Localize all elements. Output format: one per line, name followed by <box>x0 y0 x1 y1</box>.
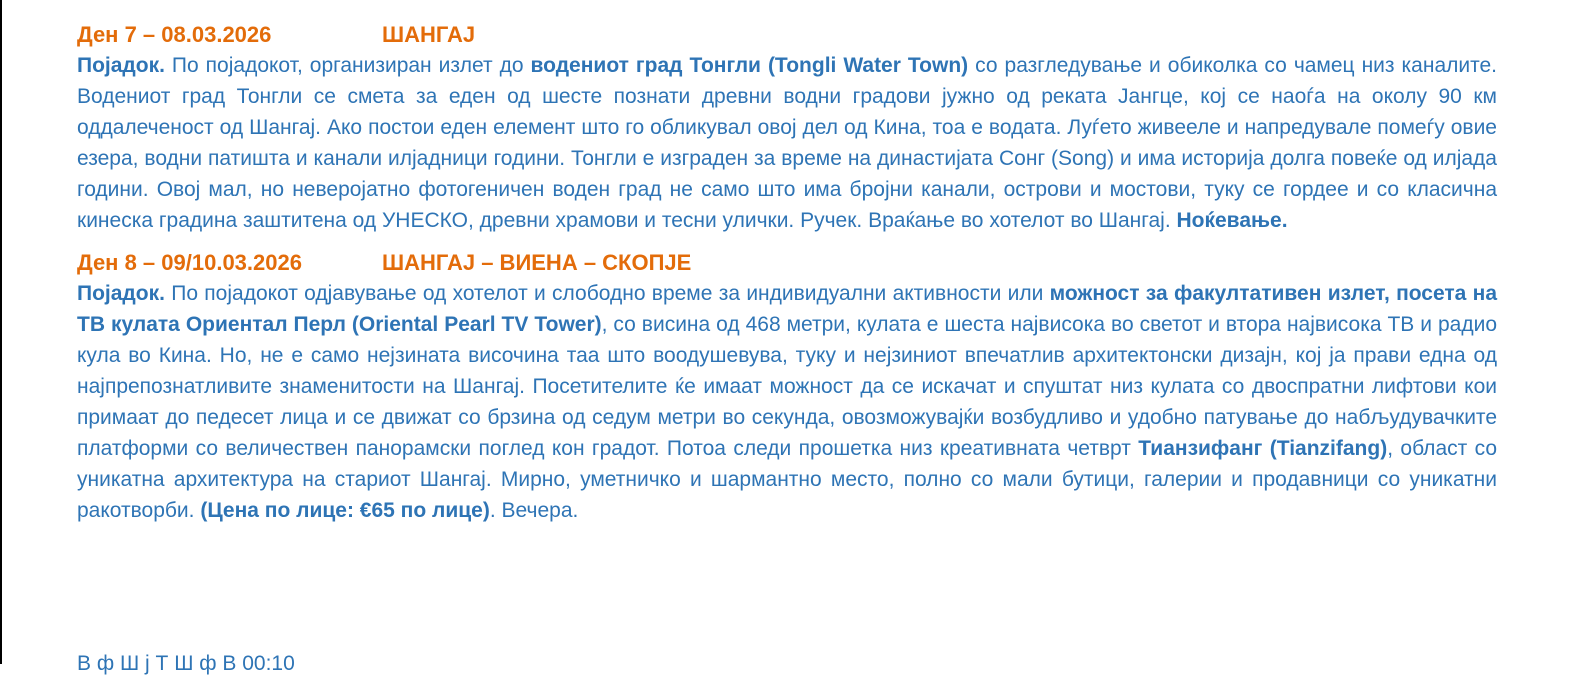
day-8-block <box>77 248 1497 526</box>
day-8-date: Ден 8 – 09/10.03.2026 <box>77 250 302 275</box>
tianzifang-highlight: Тианзифанг (Tianzifang) <box>1138 437 1388 460</box>
optional-excursion-highlight: можност за факултативен излет, посета на ТВ кулата Ориентал Перл (Oriental Pearl TV Tower) <box>77 282 1497 336</box>
day-7-header <box>77 20 1497 50</box>
day-8-text-4: . Вечера. <box>489 499 579 522</box>
day-8-text-2: , со висина од 468 метри, кулата е шеста највисока во светот и втора највисока ТВ и радио кула во Кина. Но, не е само нејзината височина таа што воодушевува, туку и нејзиниот впечатлив архитектонски дизајн, кој ја прави една од најпрепознатливите знаменитости на Шангај. Посетителите ќе имаат можност да се искачат и спуштат низ кулата со двоспратни лифтови кои примаат до педесет лица и се движат со брзина од седум метри во секунда, овозможувајќи возбудливо и удобно патување до набљудувачките платформи со величествен панорамски поглед кон градот. Потоа следи прошетка низ креативната четврт <box>77 313 1497 460</box>
breakfast-label: Појадок. <box>77 282 165 305</box>
day-7-text-2: со разгледување и обиколка со чамец низ каналите. Водениот град Тонгли се смета за еден од шесте познати древни водни градови јужно од реката Јангце, кој се наоѓа на околу 90 км оддалеченост од Шангај. Ако постои еден елемент што го обликувал овој дел од Кина, тоа е водата. Луѓето живееле и напредувале помеѓу овие езера, водни патишта и канали илјадници години. Тонгли е изграден за време на династијата Сонг (Song) и има историја долга повеќе од илјада години. Овој мал, но неверојатно фотогеничен воден град не само што има бројни канали, острови и мостови, туку се гордее и со класична кинеска градина заштитена од УНЕСКО, древни храмови и тесни улички. Ручек. Враќање во хотелот во Шангај. <box>77 54 1497 232</box>
breakfast-label: Појадок. <box>77 54 165 77</box>
overnight-label: Ноќевање. <box>1176 209 1288 232</box>
day-8-city: ШАНГАЈ – ВИЕНА – СКОПЈЕ <box>382 250 692 275</box>
price-highlight: (Цена по лице: €65 по лице) <box>200 499 490 522</box>
day-8-paragraph <box>77 278 1497 526</box>
day-7-date: Ден 7 – 08.03.2026 <box>77 22 272 47</box>
itinerary-document <box>77 20 1497 526</box>
day-8-header <box>77 248 1497 278</box>
day-8-text-3: , област со уникатна архитектура на стариот Шангај. Мирно, уметничко и шармантно место, полно со мали бутици, галерии и продавници со уникатни ракотворби. <box>77 437 1498 522</box>
tongli-water-town-highlight: водениот град Тонгли (Tongli Water Town) <box>530 54 969 77</box>
day-7-city: ШАНГАЈ <box>382 22 476 47</box>
day-8-text-1: По појадокот одјавување од хотелот и слободно време за индивидуални активности или <box>164 282 1050 305</box>
cut-off-next-line: В ф Ш ј Т Ш ф В 00:10 <box>77 652 295 675</box>
page-left-border <box>0 0 2 664</box>
day-7-text-1: По појадокот, организиран излет до <box>164 54 531 77</box>
day-7-paragraph <box>77 50 1497 236</box>
day-7-block <box>77 20 1497 236</box>
